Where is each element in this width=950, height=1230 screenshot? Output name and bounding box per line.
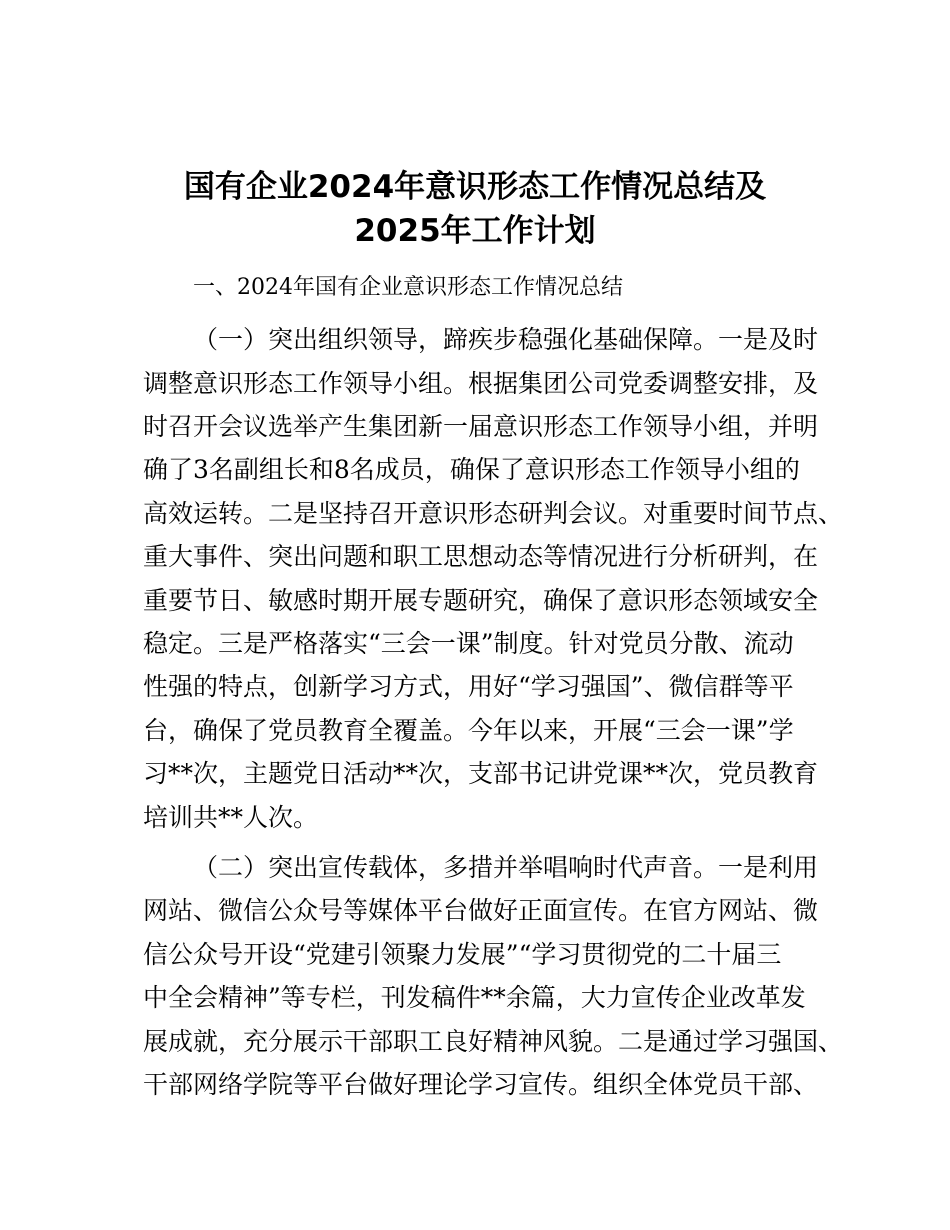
paragraph-1-line: 性强的特点，创新学习方式，用好“学习强国”、微信群等平 [143, 672, 794, 701]
paragraph-1-line: 培训共**人次。 [143, 803, 319, 832]
section-heading-1: 一、2024年国有企业意识形态工作情况总结 [193, 275, 623, 300]
paragraph-1-line: 台，确保了党员教育全覆盖。今年以来，开展“三会一课”学 [143, 716, 794, 745]
paragraph-1-line: 重大事件、突出问题和职工思想动态等情况进行分析研判，在 [143, 542, 819, 571]
paragraph-1-line: 确了3名副组长和8名成员，确保了意识形态工作领导小组的 [143, 455, 800, 484]
paragraph-2-line: 展成就，充分展示干部职工良好精神风貌。二是通过学习强国、 [143, 1027, 844, 1056]
paragraph-2-line: 干部网络学院等平台做好理论学习宣传。组织全体党员干部、 [143, 1070, 819, 1099]
paragraph-1-line: 时召开会议选举产生集团新一届意识形态工作领导小组，并明 [143, 412, 819, 441]
paragraph-2-line: （二）突出宣传载体，多措并举唱响时代声音。一是利用 [193, 853, 819, 882]
paragraph-1-line: （一）突出组织领导，蹄疾步稳强化基础保障。一是及时 [193, 325, 819, 354]
document-title-line-2: 2025年工作计划 [354, 213, 596, 249]
paragraph-1-line: 重要节日、敏感时期开展专题研究，确保了意识形态领域安全 [143, 586, 819, 615]
paragraph-1-line: 调整意识形态工作领导小组。根据集团公司党委调整安排，及 [143, 369, 819, 398]
paragraph-2-line: 信公众号开设“党建引领聚力发展”“学习贯彻党的二十届三 [143, 940, 782, 969]
paragraph-1-line: 高效运转。二是坚持召开意识形态研判会议。对重要时间节点、 [143, 499, 844, 528]
document-title-line-1: 国有企业2024年意识形态工作情况总结及 [183, 169, 767, 205]
paragraph-2-line: 网站、微信公众号等媒体平台做好正面宣传。在官方网站、微 [143, 896, 819, 925]
paragraph-1-line: 稳定。三是严格落实“三会一课”制度。针对党员分散、流动 [143, 629, 794, 658]
paragraph-2-line: 中全会精神”等专栏，刊发稿件**余篇，大力宣传企业改革发 [143, 983, 806, 1012]
paragraph-1-line: 习**次，主题党日活动**次，支部书记讲党课**次，党员教育 [143, 759, 819, 788]
